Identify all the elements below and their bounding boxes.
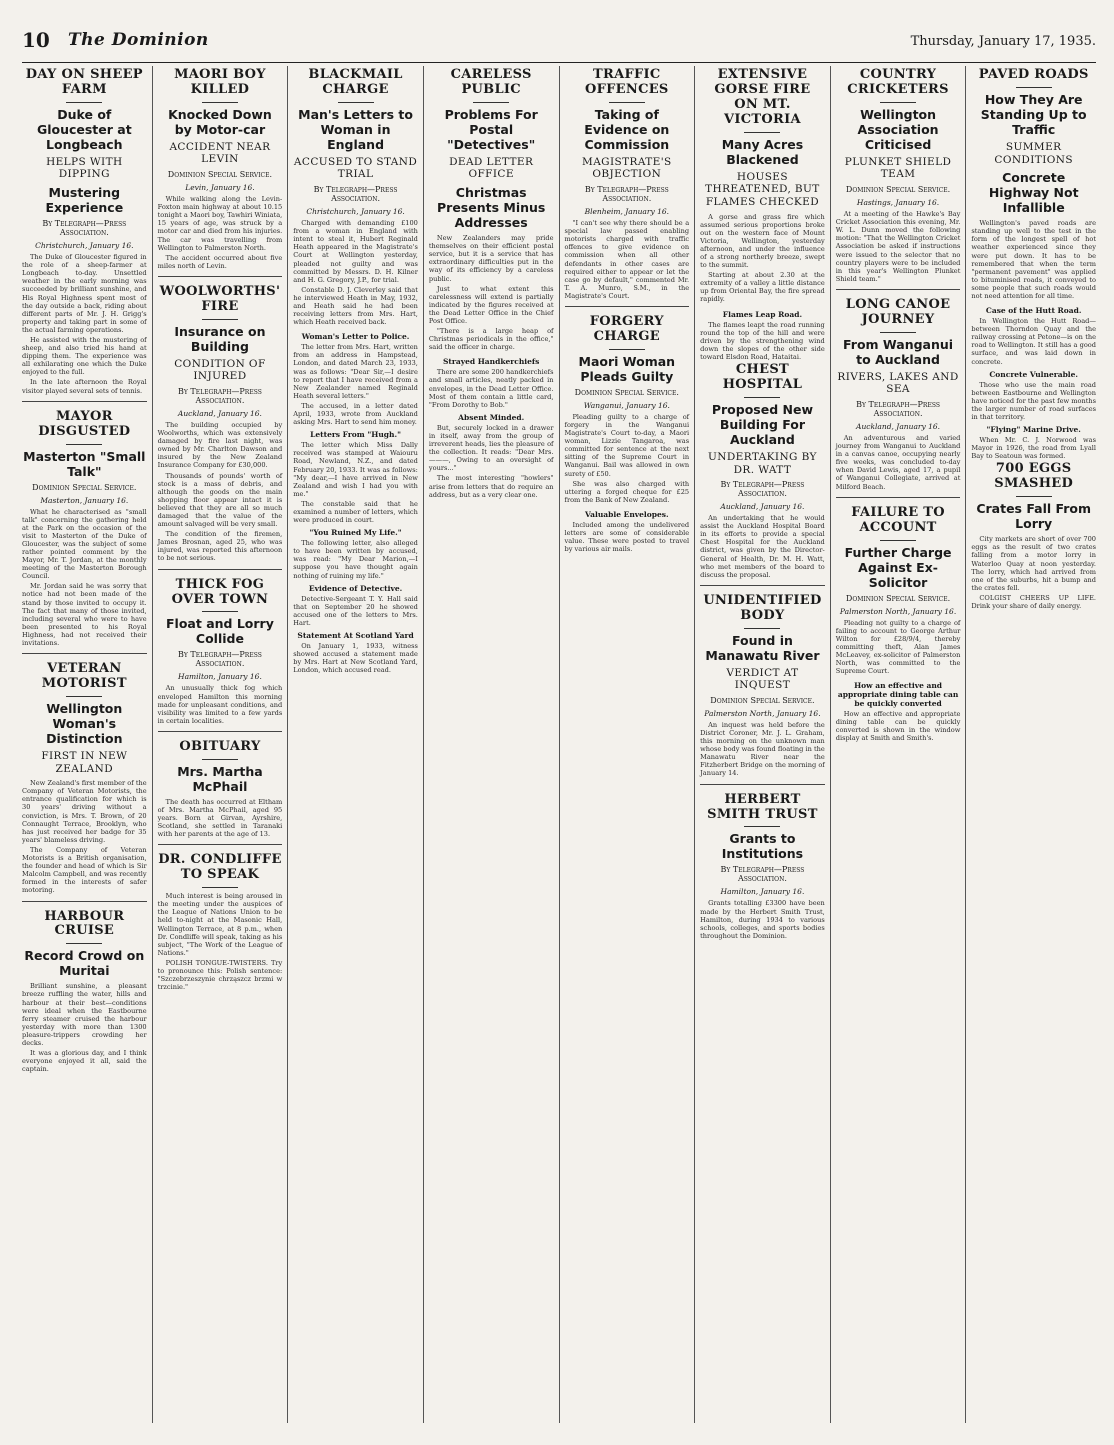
- story-headline: CHEST HOSPITAL: [722, 362, 803, 392]
- story-dateline: Christchurch, January 16.: [35, 241, 134, 251]
- story-headline: LONG CANOE JOURNEY: [845, 296, 951, 327]
- story-paragraph: In the late afternoon the Royal visitor played several sets of tennis.: [22, 378, 147, 395]
- story-paragraph: The constable said that he examined a number of letters, which were produced in court.: [293, 499, 418, 525]
- story-paragraph: Just to what extent this carelessness will extend is partially indicated by the figures received at the Dead Letter Office in the Chief Post Office.: [428, 284, 554, 325]
- story-headline: EXTENSIVE GORSE FIRE ON MT. VICTORIA: [714, 67, 811, 127]
- news-story: [565, 306, 690, 504]
- story-paragraph: Charged with demanding £100 from a woman in England with intent to steal it, Hubert Reginald Heath appeared in the Magistrate's Court at Wellington yesterday, pleaded not guilty and was committed by Messrs. D. H. Kilner and H. G. Gregory, J.P., for trial.: [293, 219, 418, 284]
- news-column: [830, 66, 966, 1423]
- story-dateline: Palmerston North, January 16.: [704, 708, 821, 718]
- news-story: [293, 332, 418, 426]
- news-story: [971, 306, 1096, 366]
- story-headline: PAVED ROADS: [978, 67, 1089, 82]
- story-subheading: Insurance on Building: [174, 323, 266, 354]
- story-paragraph: The condition of the firemen, James Brosnan, aged 25, who was injured, was reported this afternoon to be not serious.: [157, 530, 283, 563]
- story-paragraph: Starting at about 2.30 at the extremity of a valley a little distance up from Oriental Bay, the fire spread rapidly.: [700, 271, 825, 304]
- story-byline: By Telegraph—Press Association.: [178, 650, 262, 669]
- news-story: [293, 631, 418, 674]
- news-story: [971, 462, 1096, 610]
- story-subheading: FIRST IN NEW ZEALAND: [41, 750, 128, 775]
- story-subheading: Record Crowd on Muritai: [24, 948, 145, 979]
- story-paragraph: City markets are short of over 700 eggs as the result of two crates falling from a motor lorry in Waterloo Quay at noon yesterday. The lorry, which had arrived from one of the suburbs, hit a bump and the crates fell.: [971, 535, 1096, 592]
- story-paragraph: While walking along the Levin-Foxton main highway at about 10.15 tonight a Maori boy, Tawhiri Winiata, 15 years of age, was struck by a motor car and died from his injuries. The car was travelling from Wellington to Palmerston North.: [157, 195, 283, 252]
- story-subheading: Duke of Gloucester at Longbeach: [36, 106, 132, 152]
- news-story: [293, 528, 418, 579]
- news-story: [836, 497, 961, 676]
- story-headline: COUNTRY CRICKETERS: [847, 67, 949, 97]
- story-subheading: Man's Letters to Woman in England: [298, 106, 413, 152]
- story-headline: FORGERY CHARGE: [589, 314, 664, 344]
- story-subheading: Christmas Presents Minus Addresses: [437, 185, 546, 231]
- story-paragraph: Grants totalling £3300 have been made by the Herbert Smith Trust, Hamilton, during 1934 to various schools, colleges, and sports bodies throughout the Dominion.: [700, 899, 825, 940]
- story-headline: BLACKMAIL CHARGE: [308, 67, 403, 97]
- story-byline: Dominion Special Service.: [710, 695, 815, 705]
- story-headline: HERBERT SMITH TRUST: [707, 791, 818, 822]
- headline-rule: [744, 628, 780, 629]
- story-byline: By Telegraph—Press Association.: [720, 865, 805, 884]
- story-paragraph: Constable D. J. Cleverley said that he interviewed Heath in May, 1932, and Heath said he had been receiving letters from Mrs. Hart, which Heath received back.: [293, 285, 418, 327]
- story-headline: TRAFFIC OFFENCES: [585, 67, 669, 97]
- story-paragraph: Thousands of pounds' worth of stock is a mass of debris, and although the goods on the main shopping floor appear intact it is believed that they are all so much damaged that the value of the amount salvaged will be very small.: [157, 471, 283, 529]
- story-paragraph: An unusually thick fog which enveloped Hamilton this morning made for unpleasant conditions, and visibility was limited to a few yards in certain localities.: [157, 684, 283, 725]
- headline-rule: [880, 332, 916, 333]
- news-story: [971, 425, 1096, 460]
- story-subheading: How an effective and appropriate dining table can be quickly converted: [837, 681, 959, 709]
- story-subheading: HOUSES THREATENED, BUT FLAMES CHECKED: [705, 170, 820, 208]
- news-column: [965, 66, 1096, 1423]
- story-subheading: Grants to Institutions: [721, 831, 804, 862]
- news-story: [22, 901, 147, 1074]
- news-story: [429, 68, 554, 351]
- headline-rule: [338, 102, 374, 103]
- headline-rule: [202, 319, 238, 320]
- story-subheading: From Wanganui to Auckland: [843, 336, 954, 367]
- headline-rule: [1016, 87, 1052, 88]
- story-paragraph: How an effective and appropriate dining table can be quickly converted is shown in the window display at Smith and Smith's.: [835, 710, 961, 743]
- story-subheading: Absent Minded.: [458, 412, 525, 422]
- story-byline: By Telegraph—Press Association.: [42, 219, 127, 238]
- news-story: [700, 363, 825, 579]
- story-paragraph: COLGIST CHEERS UP LIFE. Drink your share of daily energy.: [971, 593, 1096, 610]
- news-story: [429, 357, 554, 408]
- story-subheading: Strayed Handkerchiefs: [443, 357, 540, 367]
- story-paragraph: An inquest was held before the District Coroner, Mr. J. L. Graham, this morning on the unknown man whose body was found floating in the Manawatu River near the Fitzherbert Bridge on the morning of January 14.: [700, 720, 825, 778]
- news-column: [694, 66, 830, 1423]
- headline-rule: [609, 102, 645, 103]
- story-headline: WOOLWORTHS' FIRE: [159, 283, 281, 314]
- story-paragraph: Wellington's paved roads are standing up well to the test in the form of the longest spell of hot weather experienced since they were put down. It has to be remembered that when the term "permanent pavement" was applied to bituminised roads, it conveyed to some people that such roads would not need attention for all time.: [971, 219, 1096, 300]
- headline-rule: [880, 102, 916, 103]
- story-headline: MAORI BOY KILLED: [174, 67, 266, 97]
- story-paragraph: The accused, in a letter dated April, 1933, wrote from Auckland asking Mrs. Hart to send him money.: [293, 401, 418, 427]
- headline-rule: [473, 102, 509, 103]
- story-paragraph: Pleading not guilty to a charge of failing to account to George Arthur Wilton for £28/9/4, thereby committing theft, Alan James McLeavey, ex-solicitor of Palmerston North, was committed to the Supreme Court.: [835, 618, 961, 676]
- story-subheading: Mustering Experience: [45, 185, 124, 216]
- masthead: [22, 28, 1096, 63]
- story-headline: FAILURE TO ACCOUNT: [851, 504, 945, 535]
- newspaper-name: The Dominion: [68, 30, 209, 50]
- story-paragraph: When Mr. C. J. Norwood was Mayor in 1926, the road from Lyall Bay to Seatoun was formed.: [971, 436, 1096, 461]
- headline-rule: [202, 102, 238, 103]
- headline-rule: [66, 102, 102, 103]
- story-paragraph: The death has occurred at Eltham of Mrs. Martha McPhail, aged 95 years. Born at Girvan, Ayrshire, Scotland, she settled in Taranaki with her parents at the age of 13.: [157, 797, 283, 839]
- story-subheading: "Flying" Marine Drive.: [986, 425, 1081, 435]
- story-paragraph: The letter which Miss Dally received was stamped at Waiouru Road, Newland, N.Z., and dated February 20, 1933. It was as follows: "My dear,—I have arrived in New Zealand and wish I had you with me.": [293, 441, 418, 498]
- issue-date: Thursday, January 17, 1935.: [910, 34, 1096, 49]
- story-paragraph: Brilliant sunshine, a pleasant breeze ruffling the water, hills and harbour at their best—conditions were ideal when the Eastbourne ferry steamer cruised the harbour yesterday with more than 1300 pleasure-trippers crowding her decks.: [22, 982, 147, 1048]
- story-headline: HARBOUR CRUISE: [44, 908, 125, 939]
- page-number: 10: [22, 28, 50, 52]
- story-subheading: Wellington Woman's Distinction: [46, 701, 123, 746]
- story-byline: Dominion Special Service.: [32, 482, 137, 492]
- story-byline: By Telegraph—Press Association.: [720, 480, 805, 499]
- story-paragraph: The flames leapt the road running round the top of the hill and were driven by the strengthening wind down the slopes of the other side toward Elsdon Road, Hataitai.: [700, 320, 825, 361]
- story-paragraph: "There is a large heap of Christmas periodicals in the office," said the officer in charge.: [428, 327, 554, 352]
- story-subheading: Letters From "Hugh.": [310, 430, 401, 440]
- news-story: [971, 370, 1096, 421]
- story-paragraph: Mr. Jordan said he was sorry that notice had not been made of the stand by those invited to occupy it. The fact that many of those invited, including several who were to have been presented to his Royal Highness, had not received their invitations.: [22, 582, 147, 648]
- headline-rule: [202, 611, 238, 612]
- story-byline: By Telegraph—Press Association.: [178, 386, 262, 405]
- story-subheading: Maori Woman Pleads Guilty: [578, 353, 676, 384]
- news-column: [559, 66, 695, 1423]
- story-dateline: Levin, January 16.: [185, 183, 255, 193]
- story-byline: Dominion Special Service.: [574, 387, 679, 397]
- news-story: [293, 68, 418, 326]
- news-story: [158, 569, 283, 725]
- story-subheading: Flames Leap Road.: [722, 309, 803, 319]
- story-paragraph: The Duke of Gloucester figured in the role of a sheep-farmer at Longbeach to-day. Unsettled weather in the early morning was succeeded by brilliant sunshine, and His Royal Highness spent most of the day outside a back, riding about different parts of Mr. J. H. Grigg's property and taking part in some of the actual farming operations.: [22, 253, 147, 334]
- story-paragraph: What he characterised as "small talk" concerning the gathering held at the Park on the occasion of the visit to Masterton of the Duke of Gloucester, was the subject of some rather pointed comment by the Mayor, Mr. T. Jordan, at the monthly meeting of the Masterton Borough Council.: [22, 507, 147, 581]
- story-subheading: UNDERTAKING BY DR. WATT: [708, 450, 817, 476]
- story-subheading: HELPS WITH DIPPING: [46, 155, 123, 181]
- story-byline: By Telegraph—Press Association.: [856, 399, 940, 418]
- story-paragraph: The letter from Mrs. Hart, written from an address in Hampstead, London, and dated March 23, 1933, was as follows: "Dear Sir,—I desire to report that I have received from a New Zealander named Reginald Heath several letters.": [293, 343, 418, 400]
- story-subheading: ACCIDENT NEAR LEVIN: [169, 140, 271, 166]
- story-paragraph: New Zealand's first member of the Company of Veteran Motorists, the entrance qualification for which is 30 years' driving without a conviction, is Mrs. T. Brown, of 20 Connaught Terrace, Brooklyn, who has just received her badge for 35 years' blameless driving.: [22, 779, 147, 844]
- story-paragraph: New Zealanders may pride themselves on their efficient postal service, but it is a service that has extraordinary difficulties put in the way of its efficiency by a careless public.: [428, 234, 554, 283]
- story-paragraph: She was also charged with uttering a forged cheque for £25 from the Bank of New Zealand.: [564, 479, 690, 504]
- story-dateline: Hastings, January 16.: [856, 198, 940, 208]
- story-paragraph: Pleading guilty to a charge of forgery in the Wanganui Magistrate's Court to-day, a Maori woman, Lizzie Tangaroa, was committed for sentence at the next sitting of the Supreme Court in Wanganui. Bail was allowed in own surety of £50.: [564, 412, 690, 478]
- news-story: [429, 413, 554, 499]
- news-story: [565, 510, 690, 553]
- headline-rule: [744, 132, 780, 133]
- story-subheading: Knocked Down by Motor-car: [168, 106, 272, 137]
- story-paragraph: The building occupied by Woolworths, which was extensively damaged by fire last night, was owned by Mr. Charlton Dawson and insured by the New Zealand Insurance Company for £30,000.: [157, 420, 283, 470]
- story-paragraph: Included among the undelivered letters are some of considerable value. These were posted to travel by various air mails.: [564, 520, 690, 554]
- story-byline: Dominion Special Service.: [845, 185, 951, 195]
- news-story: [971, 68, 1096, 300]
- news-story: [700, 585, 825, 778]
- story-dateline: Masterton, January 16.: [40, 495, 129, 505]
- story-subheading: PLUNKET SHIELD TEAM: [844, 155, 952, 181]
- headline-rule: [1016, 496, 1052, 497]
- story-paragraph: An undertaking that he would assist the Auckland Hospital Board in its efforts to provide a special Chest Hospital for the Auckland district, was given by the Director-General of Health, Dr. M. H. Watt, who met members of the board to discuss the proposal.: [700, 514, 825, 579]
- story-subheading: Masterton "Small Talk": [23, 448, 146, 479]
- story-paragraph: At a meeting of the Hawke's Bay Cricket Association this evening, Mr. W. L. Dunn moved the following motion: "That the Wellington Cricket Association be asked if instructions were issued to the selector that no country players were to be included in this year's Wellington Plunket Shield team.": [835, 210, 961, 283]
- story-subheading: Proposed New Building For Auckland: [711, 401, 814, 447]
- story-subheading: Further Charge Against Ex-Solicitor: [844, 544, 952, 590]
- story-subheading: ACCUSED TO STAND TRIAL: [293, 155, 418, 181]
- headline-rule: [202, 759, 238, 760]
- story-subheading: Statement At Scotland Yard: [297, 631, 414, 640]
- story-subheading: Concrete Vulnerable.: [989, 369, 1079, 379]
- story-dateline: Auckland, January 16.: [177, 408, 262, 418]
- story-dateline: Blenheim, January 16.: [584, 207, 670, 217]
- story-paragraph: Detective-Sergeant T. Y. Hall said that on September 20 he showed accused one of the letters to Mrs. Hart.: [293, 594, 418, 627]
- news-story: [293, 430, 418, 524]
- story-subheading: CONDITION OF INJURED: [174, 357, 266, 383]
- story-headline: DAY ON SHEEP FARM: [25, 67, 143, 97]
- news-story: [836, 681, 961, 742]
- story-paragraph: But, securely locked in a drawer in itself, away from the group of irreverent heads, lies the pleasure of the collection. It reads: "Dear Mrs. ———, Owing to an oversight of yours...": [428, 423, 554, 473]
- story-paragraph: The Company of Veteran Motorists is a British organisation, the founder and head of which is Sir Malcolm Campbell, and was recently formed in the interests of safer motoring.: [22, 845, 147, 895]
- story-subheading: Mrs. Martha McPhail: [177, 763, 263, 794]
- story-paragraph: The most interesting "howlers" arise from letters that do require an address, but as a very clear one.: [428, 474, 554, 499]
- news-story: [293, 584, 418, 627]
- story-headline: MAYOR DISGUSTED: [38, 408, 131, 439]
- newspaper-columns: [22, 66, 1096, 1423]
- story-paragraph: On January 1, 1933, witness showed accused a statement made by Mrs. Hart at New Scotland Yard, London, which accused read.: [293, 642, 418, 675]
- story-subheading: "You Ruined My Life.": [309, 528, 402, 538]
- news-column: [423, 66, 559, 1423]
- story-subheading: RIVERS, LAKES AND SEA: [837, 370, 959, 396]
- story-dateline: Hamilton, January 16.: [720, 887, 805, 897]
- headline-rule: [744, 826, 780, 827]
- news-story: [158, 68, 283, 270]
- story-byline: Dominion Special Service.: [845, 593, 951, 603]
- news-column: [287, 66, 423, 1423]
- story-subheading: Float and Lorry Collide: [166, 616, 274, 647]
- story-subheading: Concrete Highway Not Infallible: [988, 170, 1079, 216]
- story-subheading: Woman's Letter to Police.: [301, 332, 410, 342]
- headline-rule: [880, 540, 916, 541]
- story-subheading: Crates Fall From Lorry: [976, 501, 1092, 532]
- news-story: [158, 731, 283, 838]
- story-paragraph: It was a glorious day, and I think everyone enjoyed it all, said the captain.: [22, 1049, 147, 1074]
- story-subheading: How They Are Standing Up to Traffic: [980, 91, 1087, 137]
- story-dateline: Christchurch, January 16.: [306, 207, 405, 217]
- news-story: [836, 68, 961, 283]
- story-paragraph: A gorse and grass fire which assumed serious proportions broke out on the western face of Mount Victoria, Wellington, yesterday afternoon, and under the influence of a strong northerly breeze, swept to the summit.: [700, 212, 825, 270]
- story-paragraph: Those who use the main road between Eastbourne and Wellington have noticed for the past few months the larger number of road surfaces in that territory.: [971, 380, 1096, 421]
- news-story: [700, 310, 825, 361]
- headline-rule: [66, 943, 102, 944]
- news-story: [22, 401, 147, 647]
- story-subheading: Problems For Postal "Detectives": [444, 106, 538, 152]
- story-subheading: SUMMER CONDITIONS: [994, 140, 1073, 166]
- story-subheading: MAGISTRATE'S OBJECTION: [582, 155, 672, 181]
- story-headline: UNIDENTIFIED BODY: [703, 592, 822, 623]
- news-story: [158, 844, 283, 991]
- story-paragraph: POLISH TONGUE-TWISTERS. Try to pronounce this: Polish sentence: "Szczebrzeszynie chrząszcz brzmi w trzcinie.": [157, 958, 283, 992]
- headline-rule: [744, 397, 780, 398]
- news-story: [700, 784, 825, 940]
- news-column: [152, 66, 288, 1423]
- story-subheading: Valuable Envelopes.: [584, 509, 669, 519]
- story-byline: Dominion Special Service.: [167, 170, 273, 180]
- story-headline: DR. CONDLIFFE TO SPEAK: [158, 852, 282, 883]
- story-paragraph: The accident occurred about five miles north of Levin.: [157, 253, 283, 270]
- story-byline: By Telegraph—Press Association.: [584, 185, 669, 204]
- story-paragraph: In Wellington the Hutt Road—between Thorndon Quay and the railway crossing at Petone—is on the road to Wellington. It still has a good surface, and was laid down in concrete.: [971, 317, 1096, 366]
- story-subheading: DEAD LETTER OFFICE: [449, 155, 534, 181]
- story-dateline: Hamilton, January 16.: [178, 672, 262, 682]
- story-paragraph: He assisted with the mustering of sheep, and also tried his hand at dipping them. The experience was all exhilarating one which the Duke enjoyed to the full.: [22, 336, 147, 377]
- news-story: [22, 653, 147, 894]
- story-headline: 700 EGGS SMASHED: [994, 461, 1074, 492]
- story-paragraph: There are some 200 handkerchiefs and small articles, neatly packed in envelopes, in the Dead Letter Office. Most of them contain a little card, "From Dorothy to Bob.": [428, 368, 554, 409]
- story-dateline: Wanganui, January 16.: [583, 400, 670, 410]
- story-paragraph: The following letter, also alleged to have been written by accused, was read: "My Dear Marion,—I suppose you have thought again nothing of ruining my life.": [293, 539, 418, 580]
- story-subheading: Evidence of Detective.: [308, 583, 403, 593]
- story-subheading: Many Acres Blackened: [721, 136, 804, 167]
- story-dateline: Auckland, January 16.: [856, 421, 941, 431]
- news-story: [836, 289, 961, 491]
- story-byline: By Telegraph—Press Association.: [313, 185, 398, 204]
- story-headline: OBITUARY: [179, 738, 261, 754]
- headline-rule: [609, 349, 645, 350]
- news-story: [22, 68, 147, 395]
- story-subheading: Taking of Evidence on Commission: [584, 106, 670, 152]
- story-paragraph: "I can't see why there should be a special law passed enabling motorists charged with traffic offences to give evidence on commission when all other defendants in other cases are required either to appear or let the case go by default," commented Mr. T. A. Munro, S.M., in the Magistrate's Court.: [564, 219, 690, 300]
- story-dateline: Palmerston North, January 16.: [839, 606, 957, 616]
- story-subheading: Wellington Association Criticised: [857, 106, 939, 152]
- headline-rule: [66, 696, 102, 697]
- news-story: [700, 68, 825, 304]
- story-subheading: Case of the Hutt Road.: [985, 306, 1082, 316]
- story-paragraph: Much interest is being aroused in the meeting under the auspices of the League of Nations Union to be held to-night at the Masonic Hall, Wellington Terrace, at 8 p.m., when Dr. Condliffe will speak, taking as his subject, "The Work of the League of Nations.": [157, 892, 283, 957]
- news-column: [22, 66, 152, 1423]
- story-subheading: VERDICT AT INQUEST: [726, 666, 799, 692]
- story-headline: THICK FOG OVER TOWN: [171, 576, 269, 607]
- story-dateline: Auckland, January 16.: [720, 502, 805, 512]
- story-headline: VETERAN MOTORIST: [41, 661, 127, 692]
- story-headline: CARELESS PUBLIC: [450, 67, 532, 97]
- headline-rule: [66, 444, 102, 445]
- news-story: [158, 276, 283, 563]
- story-subheading: Found in Manawatu River: [705, 632, 820, 663]
- news-story: [565, 68, 690, 300]
- headline-rule: [202, 887, 238, 888]
- story-paragraph: An adventurous and varied journey from Wanganui to Auckland in a canvas canoe, occupying nearly five weeks, was concluded to-day when David Lewis, aged 17, a pupil of Wanganui Collegiate, arrived at Milford Beach.: [835, 433, 961, 491]
